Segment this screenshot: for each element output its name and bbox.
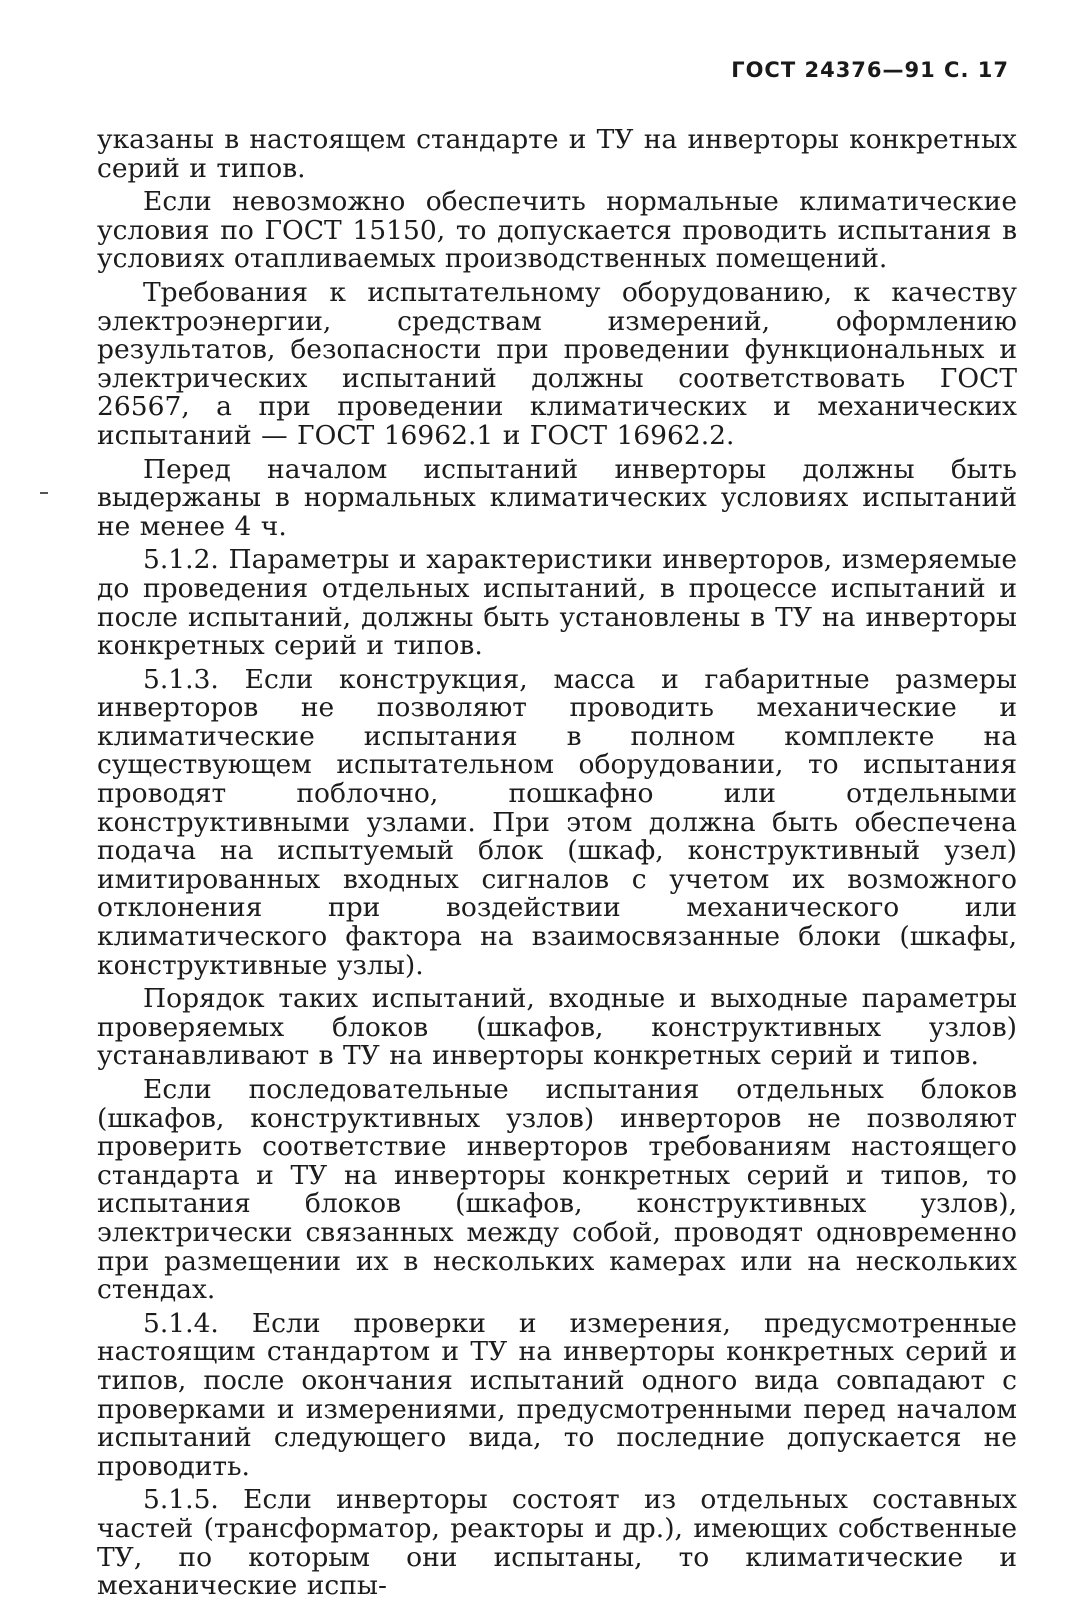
margin-mark: [40, 492, 48, 494]
paragraph-climatic-conditions: Если невозможно обеспечить нормальные климатические условия по ГОСТ 15150, то допускается проводить испытания в условиях отапливаемых производственных помещений.: [97, 186, 1017, 275]
body-text: [97, 126, 1017, 1606]
paragraph-5-1-3: 5.1.3. Если конструкция, масса и габаритные размеры инверторов не позволяют проводить механические и климатические испытания в полном комплекте на существующем испытательном оборудовании, то испытания проводят поблочно, пошкафно или отдельными конструктивными узлами. При этом должна быть обеспечена подача на испытуемый блок (шкаф, конструктивный узел) имитированных входных сигналов с учетом их возможного отклонения при воздействии механического или климатического фактора на взаимосвязанные блоки (шкафы, конструктивные узлы).: [97, 663, 1017, 981]
paragraph-equipment-requirements: Требования к испытательному оборудованию, к качеству электроэнергии, средствам измерений, оформлению результатов, безопасности при проведении функциональных и электрических испытаний должны соответствовать ГОСТ 26567, а при проведении климатических и механических испытаний — ГОСТ 16962.1 и ГОСТ 16962.2.: [97, 276, 1017, 451]
paragraph-5-1-4: 5.1.4. Если проверки и измерения, предусмотренные настоящим стандартом и ТУ на инверторы конкретных серий и типов, после окончания испытаний одного вида совпадают с проверками и измерениями, предусмотренными перед началом испытаний следующего вида, то последние допускается не проводить.: [97, 1307, 1017, 1482]
paragraph-test-procedure: Порядок таких испытаний, входные и выходные параметры проверяемых блоков (шкафов, конструктивных узлов) устанавливают в ТУ на инверторы конкретных серий и типов.: [97, 983, 1017, 1072]
paragraph-continuation: указаны в настоящем стандарте и ТУ на инверторы конкретных серий и типов.: [97, 124, 1017, 184]
paragraph-5-1-5: 5.1.5. Если инверторы состоят из отдельных составных частей (трансформатор, реакторы и др.), имеющих собственные ТУ, по которым они испытаны, то климатические и механические испы-: [97, 1484, 1017, 1602]
paragraph-sequential-tests: Если последовательные испытания отдельных блоков (шкафов, конструктивных узлов) инверторов не позволяют проверить соответствие инверторов требованиям настоящего стандарта и ТУ на инверторы конкретных серий и типов, то испытания блоков (шкафов, конструктивных узлов), электрически связанных между собой, проводят одновременно при размещении их в нескольких камерах или на нескольких стендах.: [97, 1074, 1017, 1306]
paragraph-5-1-2: 5.1.2. Параметры и характеристики инверторов, измеряемые до проведения отдельных испытаний, в процессе испытаний и после испытаний, должны быть установлены в ТУ на инверторы конкретных серий и типов.: [97, 544, 1017, 662]
running-header: ГОСТ 24376—91 С. 17: [731, 58, 1009, 82]
paragraph-conditioning-time: Перед началом испытаний инверторы должны быть выдержаны в нормальных климатических условиях испытаний не менее 4 ч.: [97, 453, 1017, 542]
